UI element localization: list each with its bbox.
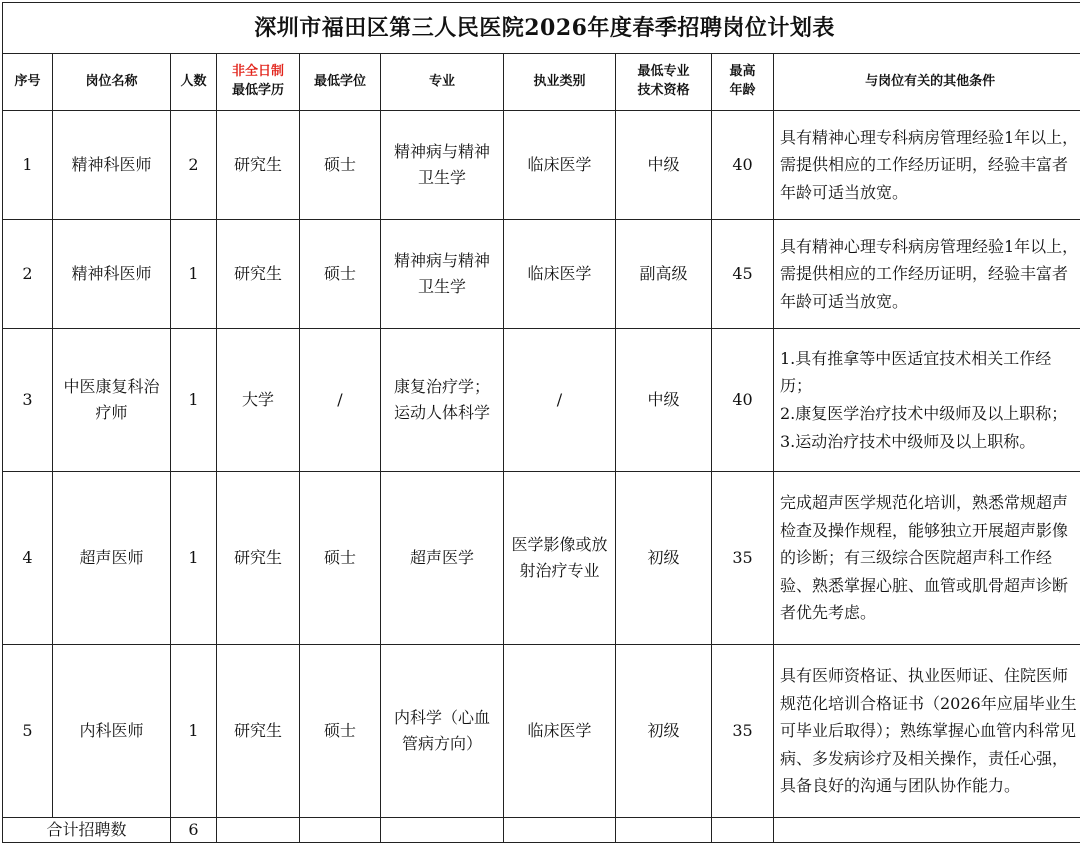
header-degree: 最低学位	[300, 54, 381, 111]
cell-index: 3	[3, 329, 53, 472]
total-row	[3, 818, 1080, 843]
cell-education: 大学	[217, 329, 300, 472]
total-empty	[616, 818, 712, 843]
table-row	[3, 645, 1080, 818]
cell-conditions	[774, 220, 1080, 329]
cell-education: 研究生	[217, 472, 300, 645]
cell-conditions	[774, 645, 1080, 818]
cell-major: 超声医学	[381, 472, 504, 645]
total-empty	[300, 818, 381, 843]
cell-count: 1	[171, 645, 217, 818]
condition-text: 完成超声医学规范化培训，熟悉常规超声检查及操作规程，能够独立开展超声影像的诊断；有三级综合医院超声科工作经验、熟悉掌握心脏、血管或肌骨超声诊断者优先考虑。	[780, 489, 1080, 627]
condition-item-1: 1.具有推拿等中医适宜技术相关工作经历；	[780, 345, 1080, 400]
cell-degree: /	[300, 329, 381, 472]
cell-education: 研究生	[217, 111, 300, 220]
header-license: 执业类别	[504, 54, 616, 111]
cell-conditions	[774, 329, 1080, 472]
header-max-age-line2: 年龄	[718, 82, 767, 101]
header-count: 人数	[171, 54, 217, 111]
cell-position: 精神科医师	[53, 220, 171, 329]
condition-text: 具有精神心理专科病房管理经验1年以上，需提供相应的工作经历证明，经验丰富者年龄可适当放宽。	[780, 233, 1080, 316]
cell-max-age: 40	[712, 111, 774, 220]
cell-index: 1	[3, 111, 53, 220]
total-label: 合计招聘数	[3, 818, 171, 843]
header-title-level	[616, 54, 712, 111]
table-row	[3, 111, 1080, 220]
cell-degree: 硕士	[300, 472, 381, 645]
cell-conditions	[774, 472, 1080, 645]
header-max-age	[712, 54, 774, 111]
cell-education: 研究生	[217, 645, 300, 818]
recruitment-table	[2, 2, 1080, 843]
header-major: 专业	[381, 54, 504, 111]
header-education-note: 非全日制	[223, 63, 293, 82]
total-empty	[504, 818, 616, 843]
cell-degree: 硕士	[300, 220, 381, 329]
cell-count: 1	[171, 329, 217, 472]
cell-index: 4	[3, 472, 53, 645]
header-row	[3, 54, 1080, 111]
cell-position: 精神科医师	[53, 111, 171, 220]
page-title: 深圳市福田区第三人民医院2026年度春季招聘岗位计划表	[3, 3, 1080, 54]
cell-title-level: 初级	[616, 645, 712, 818]
cell-count: 2	[171, 111, 217, 220]
cell-license: 临床医学	[504, 645, 616, 818]
cell-index: 5	[3, 645, 53, 818]
cell-license: 临床医学	[504, 111, 616, 220]
table-row	[3, 472, 1080, 645]
cell-major: 康复治疗学；运动人体科学	[381, 329, 504, 472]
condition-item-2: 2.康复医学治疗技术中级师及以上职称；	[780, 400, 1080, 428]
header-title-level-line2: 技术资格	[622, 82, 705, 101]
header-index: 序号	[3, 54, 53, 111]
header-position: 岗位名称	[53, 54, 171, 111]
recruitment-table-container	[2, 2, 1076, 835]
header-title-level-line1: 最低专业	[622, 63, 705, 82]
cell-title-level: 初级	[616, 472, 712, 645]
cell-position: 内科医师	[53, 645, 171, 818]
condition-item-3: 3.运动治疗技术中级师及以上职称。	[780, 428, 1080, 456]
cell-major: 精神病与精神卫生学	[381, 220, 504, 329]
cell-max-age: 35	[712, 472, 774, 645]
total-empty	[381, 818, 504, 843]
total-empty	[217, 818, 300, 843]
cell-max-age: 35	[712, 645, 774, 818]
total-empty	[774, 818, 1080, 843]
condition-text: 具有精神心理专科病房管理经验1年以上，需提供相应的工作经历证明，经验丰富者年龄可适当放宽。	[780, 124, 1080, 207]
cell-major: 精神病与精神卫生学	[381, 111, 504, 220]
cell-degree: 硕士	[300, 645, 381, 818]
header-conditions: 与岗位有关的其他条件	[774, 54, 1080, 111]
cell-license: 医学影像或放射治疗专业	[504, 472, 616, 645]
cell-license: 临床医学	[504, 220, 616, 329]
cell-conditions	[774, 111, 1080, 220]
cell-license: /	[504, 329, 616, 472]
total-empty	[712, 818, 774, 843]
condition-text: 具有医师资格证、执业医师证、住院医师规范化培训合格证书（2026年应届毕业生可毕业后取得）；熟练掌握心血管内科常见病、多发病诊疗及相关操作，责任心强，具备良好的沟通与团队协作能力。	[780, 662, 1080, 800]
cell-position: 中医康复科治疗师	[53, 329, 171, 472]
cell-count: 1	[171, 220, 217, 329]
header-education	[217, 54, 300, 111]
cell-title-level: 中级	[616, 329, 712, 472]
cell-max-age: 40	[712, 329, 774, 472]
cell-index: 2	[3, 220, 53, 329]
cell-title-level: 副高级	[616, 220, 712, 329]
total-count: 6	[171, 818, 217, 843]
table-row	[3, 220, 1080, 329]
cell-count: 1	[171, 472, 217, 645]
cell-title-level: 中级	[616, 111, 712, 220]
cell-major: 内科学（心血管病方向）	[381, 645, 504, 818]
cell-position: 超声医师	[53, 472, 171, 645]
cell-education: 研究生	[217, 220, 300, 329]
cell-max-age: 45	[712, 220, 774, 329]
header-max-age-line1: 最高	[718, 63, 767, 82]
table-row	[3, 329, 1080, 472]
cell-degree: 硕士	[300, 111, 381, 220]
header-education-label: 最低学历	[232, 83, 284, 98]
